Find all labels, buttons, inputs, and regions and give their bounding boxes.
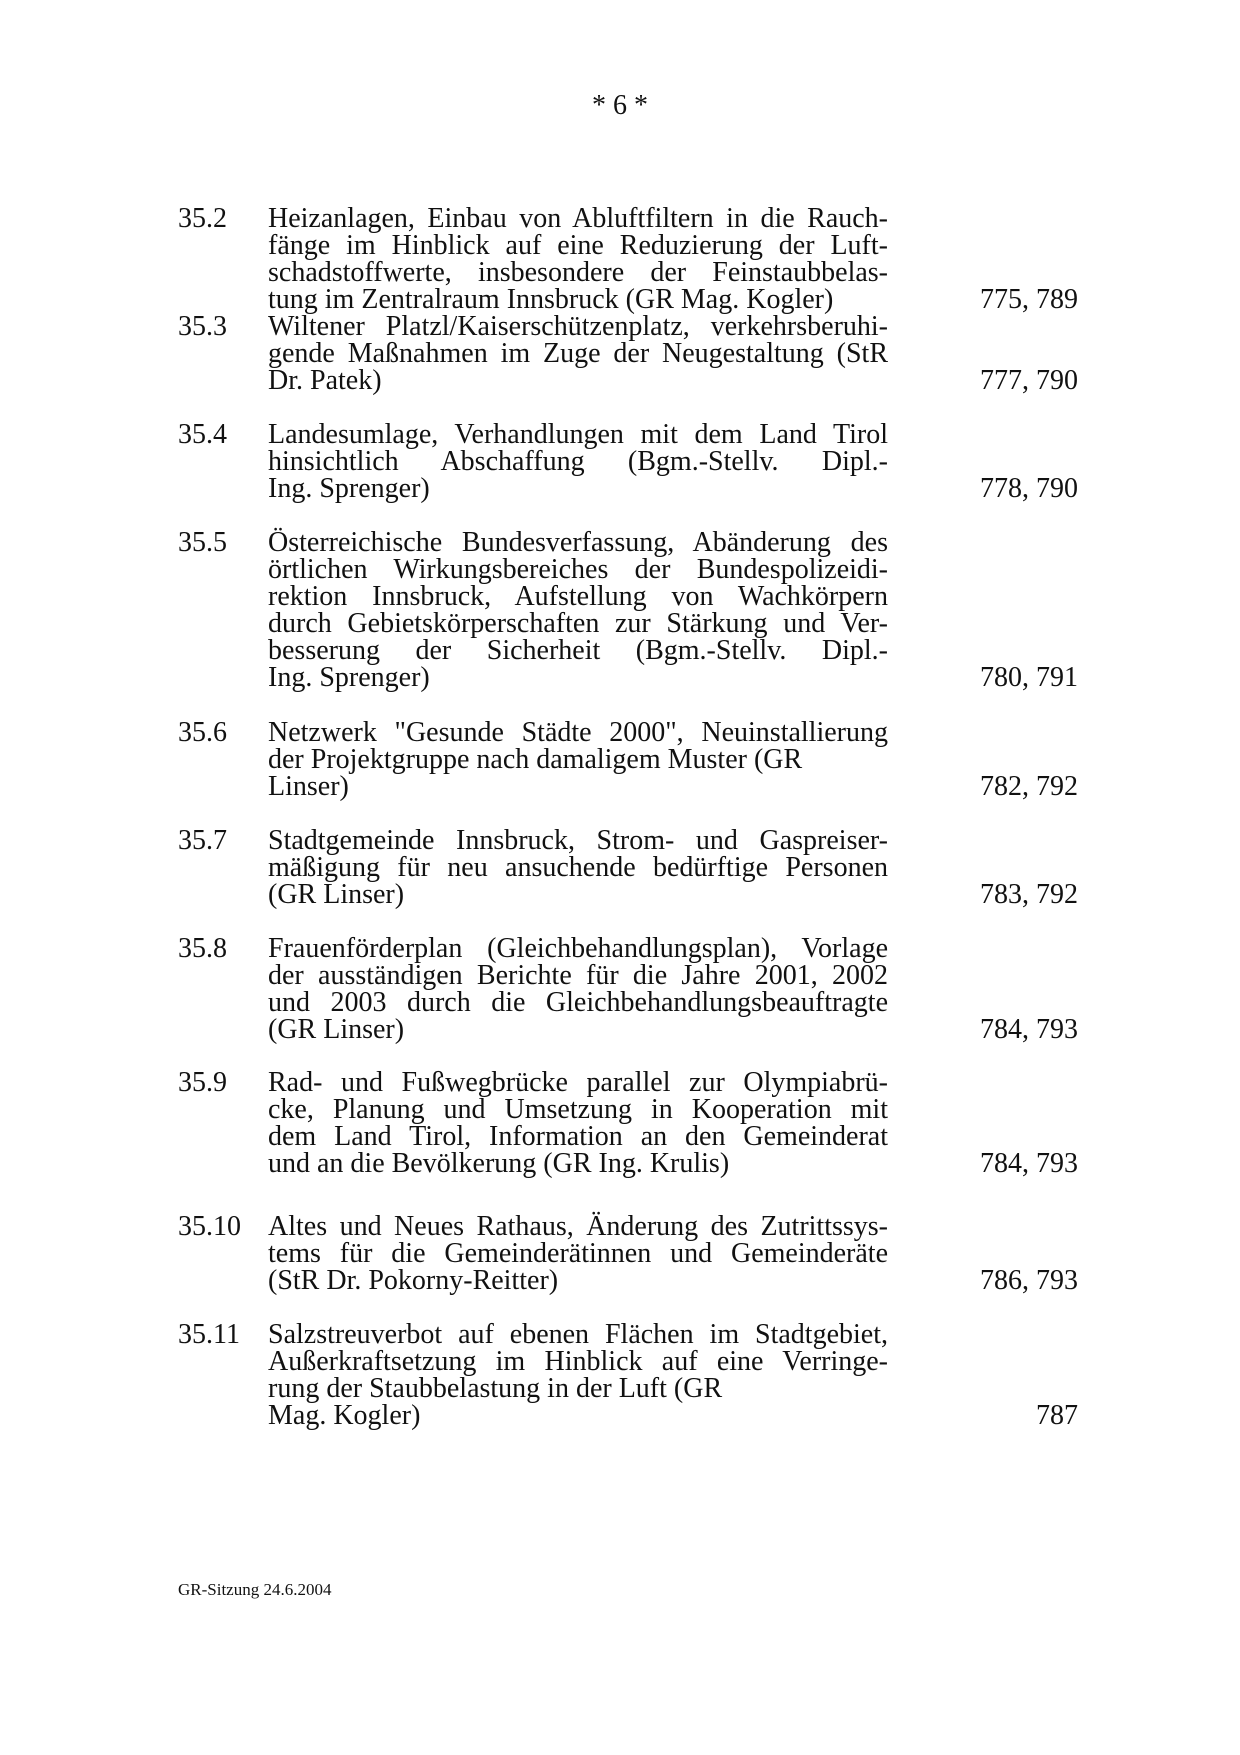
item-text-line: tems für die Gemeinderätinnen und Gemeinderäte: [268, 1238, 888, 1269]
agenda-item: [178, 205, 1078, 313]
item-text-line: Frauenförderplan (Gleichbehandlungsplan), Vorlage: [268, 933, 888, 964]
item-text: [268, 421, 888, 502]
item-text: [268, 1321, 888, 1429]
item-text-line: (GR Linser): [268, 1014, 405, 1045]
item-text-line: Linser): [268, 771, 349, 802]
agenda-item: [178, 827, 1078, 908]
item-pages: 775, 789: [980, 284, 1078, 315]
item-text-line: Salzstreuverbot auf ebenen Flächen im Stadtgebiet,: [268, 1319, 888, 1350]
item-text-line: der Projektgruppe nach damaligem Muster (GR: [268, 744, 803, 775]
item-number: 35.3: [178, 311, 227, 342]
item-text-line: Altes und Neues Rathaus, Änderung des Zutrittssys-: [268, 1211, 888, 1242]
item-pages: 782, 792: [980, 771, 1078, 802]
item-text: [268, 827, 888, 908]
agenda-item: [178, 421, 1078, 502]
item-text-line: Wiltener Platzl/Kaiserschützenplatz, verkehrsberuhi-: [268, 311, 888, 342]
item-pages: 786, 793: [980, 1265, 1078, 1296]
item-text-line: Landesumlage, Verhandlungen mit dem Land Tirol: [268, 419, 888, 450]
item-pages: 784, 793: [980, 1014, 1078, 1045]
item-text-line: besserung der Sicherheit (Bgm.-Stellv. Dipl.-: [268, 635, 888, 666]
item-text-line: örtlichen Wirkungsbereiches der Bundespolizeidi-: [268, 554, 888, 585]
item-text-line: Dr. Patek): [268, 365, 382, 396]
page-number-text: * 6 *: [592, 90, 648, 121]
item-text-line: gende Maßnahmen im Zuge der Neugestaltung (StR: [268, 338, 888, 369]
agenda-item: [178, 1213, 1078, 1294]
footer: GR-Sitzung 24.6.2004: [178, 1580, 332, 1599]
agenda-item: [178, 719, 1078, 800]
item-text-line: (StR Dr. Pokorny-Reitter): [268, 1265, 559, 1296]
item-text-line: und 2003 durch die Gleichbehandlungsbeauftragte: [268, 987, 888, 1018]
item-text-line: Außerkraftsetzung im Hinblick auf eine Verringe-: [268, 1346, 888, 1377]
item-pages: 787: [1036, 1400, 1078, 1431]
item-pages: 778, 790: [980, 473, 1078, 504]
item-text-line: Österreichische Bundesverfassung, Abänderung des: [268, 527, 888, 558]
item-number: 35.11: [178, 1319, 240, 1350]
agenda-item: [178, 529, 1078, 691]
item-text-line: durch Gebietskörperschaften zur Stärkung und Ver-: [268, 608, 888, 639]
item-text: [268, 1069, 888, 1177]
item-text-line: tung im Zentralraum Innsbruck (GR Mag. Kogler): [268, 284, 834, 315]
item-text-line: hinsichtlich Abschaffung (Bgm.-Stellv. Dipl.-: [268, 446, 888, 477]
item-number: 35.10: [178, 1211, 241, 1242]
item-pages: 780, 791: [980, 662, 1078, 693]
agenda-item: [178, 313, 1078, 394]
page-number: [0, 90, 1240, 122]
item-text-line: mäßigung für neu ansuchende bedürftige Personen: [268, 852, 888, 883]
item-text-line: fänge im Hinblick auf eine Reduzierung der Luft-: [268, 230, 888, 261]
item-number: 35.9: [178, 1067, 227, 1098]
item-pages: 783, 792: [980, 879, 1078, 910]
item-pages: 784, 793: [980, 1148, 1078, 1179]
item-text-line: (GR Linser): [268, 879, 405, 910]
item-text-line: und an die Bevölkerung (GR Ing. Krulis): [268, 1148, 730, 1179]
item-text-line: Heizanlagen, Einbau von Abluftfiltern in die Rauch-: [268, 203, 888, 234]
agenda-item: [178, 1069, 1078, 1177]
item-text-line: der ausständigen Berichte für die Jahre 2001, 2002: [268, 960, 888, 991]
item-number: 35.6: [178, 717, 227, 748]
item-text: [268, 313, 888, 394]
item-text: [268, 1213, 888, 1294]
item-text-line: dem Land Tirol, Information an den Gemeinderat: [268, 1121, 888, 1152]
item-text-line: Ing. Sprenger): [268, 662, 430, 693]
item-text-line: rektion Innsbruck, Aufstellung von Wachkörpern: [268, 581, 888, 612]
item-number: 35.7: [178, 825, 227, 856]
item-text: [268, 935, 888, 1043]
item-pages: 777, 790: [980, 365, 1078, 396]
item-number: 35.2: [178, 203, 227, 234]
item-text: [268, 205, 888, 313]
agenda-item: [178, 1321, 1078, 1429]
item-number: 35.5: [178, 527, 227, 558]
item-text-line: Netzwerk "Gesunde Städte 2000", Neuinstallierung: [268, 717, 888, 748]
item-text-line: Mag. Kogler): [268, 1400, 421, 1431]
item-text-line: rung der Staubbelastung in der Luft (GR: [268, 1373, 723, 1404]
item-text-line: Ing. Sprenger): [268, 473, 430, 504]
item-text: [268, 529, 888, 691]
item-text-line: Rad- und Fußwegbrücke parallel zur Olympiabrü-: [268, 1067, 888, 1098]
item-text-line: Stadtgemeinde Innsbruck, Strom- und Gaspreiser-: [268, 825, 888, 856]
item-number: 35.8: [178, 933, 227, 964]
item-text-line: cke, Planung und Umsetzung in Kooperation mit: [268, 1094, 888, 1125]
item-text-line: schadstoffwerte, insbesondere der Feinstaubbelas-: [268, 257, 888, 288]
item-text: [268, 719, 888, 800]
agenda-item: [178, 935, 1078, 1043]
item-number: 35.4: [178, 419, 227, 450]
